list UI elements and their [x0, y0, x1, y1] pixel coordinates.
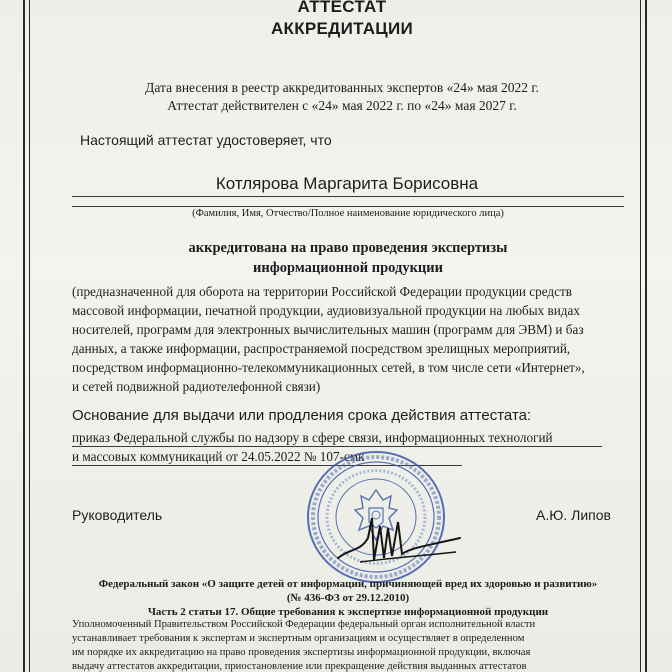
- law-number: (№ 436-ФЗ от 29.12.2010): [286, 592, 410, 604]
- right-border: [640, 0, 647, 672]
- registry-date: Дата внесения в реестр аккредитованных экспертов «24» мая 2022 г.: [145, 80, 539, 95]
- holder-name: Котлярова Маргарита Борисовна: [215, 174, 479, 193]
- accreditation-heading-2: информационной продукции: [252, 260, 443, 276]
- basis-heading: Основание для выдачи или продления срока действия аттестата:: [72, 407, 532, 424]
- description-line: носителей, программ для электронных вычислительных машин (программ для ЭВМ) и баз: [72, 322, 584, 337]
- description-line: и сетей подвижной радиотелефонной связи): [72, 379, 321, 394]
- law-text-line: выдачу аттестатов аккредитации, приостановление или прекращение действия выданных аттестатов: [72, 661, 527, 672]
- name-underline-2: [72, 206, 624, 207]
- validity-period: Аттестат действителен с «24» мая 2022 г. по «24» мая 2027 г.: [167, 98, 517, 113]
- law-text-line: устанавливает требования к экспертам и экспертным организациям и осуществляет в определенном: [72, 633, 525, 644]
- basis-order-line-1: приказ Федеральной службы по надзору в сфере связи, информационных технологий: [72, 430, 553, 445]
- law-text-line: им порядке их аккредитацию на право проведения экспертизы информационной продукции, включая: [72, 647, 531, 658]
- description-line: (предназначенной для оборота на территории Российской Федерации продукции средств: [72, 284, 572, 299]
- basis-order-line-2: и массовых коммуникаций от 24.05.2022 № 107-смк: [72, 449, 365, 464]
- signatory-role: Руководитель: [72, 507, 163, 523]
- left-border: [23, 0, 30, 672]
- name-underline: [72, 196, 624, 197]
- description-line: массовой информации, печатной продукции, аудиовизуальной продукции на любых видах: [72, 303, 580, 318]
- law-text: [72, 618, 622, 672]
- accreditation-description: [72, 282, 622, 396]
- accreditation-heading-1: аккредитована на право проведения экспертизы: [188, 240, 508, 256]
- law-article: Часть 2 статьи 17. Общие требования к экспертизе информационной продукции: [147, 606, 549, 618]
- title-line-1: АТТЕСТАТ: [297, 0, 387, 16]
- signature-scribble: [330, 508, 470, 570]
- description-line: данных, а также информации, распространяемой посредством зрелищных мероприятий,: [72, 341, 571, 356]
- intro-text: Настоящий аттестат удостоверяет, что: [80, 132, 332, 148]
- title-line-2: АККРЕДИТАЦИИ: [270, 19, 414, 38]
- name-caption: (Фамилия, Имя, Отчество/Полное наименование юридического лица): [192, 208, 504, 219]
- description-line: посредством информационно-телекоммуникационных сетей, в том числе сети «Интернет»,: [72, 360, 585, 375]
- basis-underline-1: [72, 446, 602, 447]
- law-text-line: Уполномоченный Правительством Российской Федерации федеральный орган исполнительной власти: [72, 619, 536, 630]
- signatory-name: А.Ю. Липов: [536, 507, 611, 523]
- law-title: Федеральный закон «О защите детей от информации, причиняющей вред их здоровью и развитию»: [98, 578, 598, 590]
